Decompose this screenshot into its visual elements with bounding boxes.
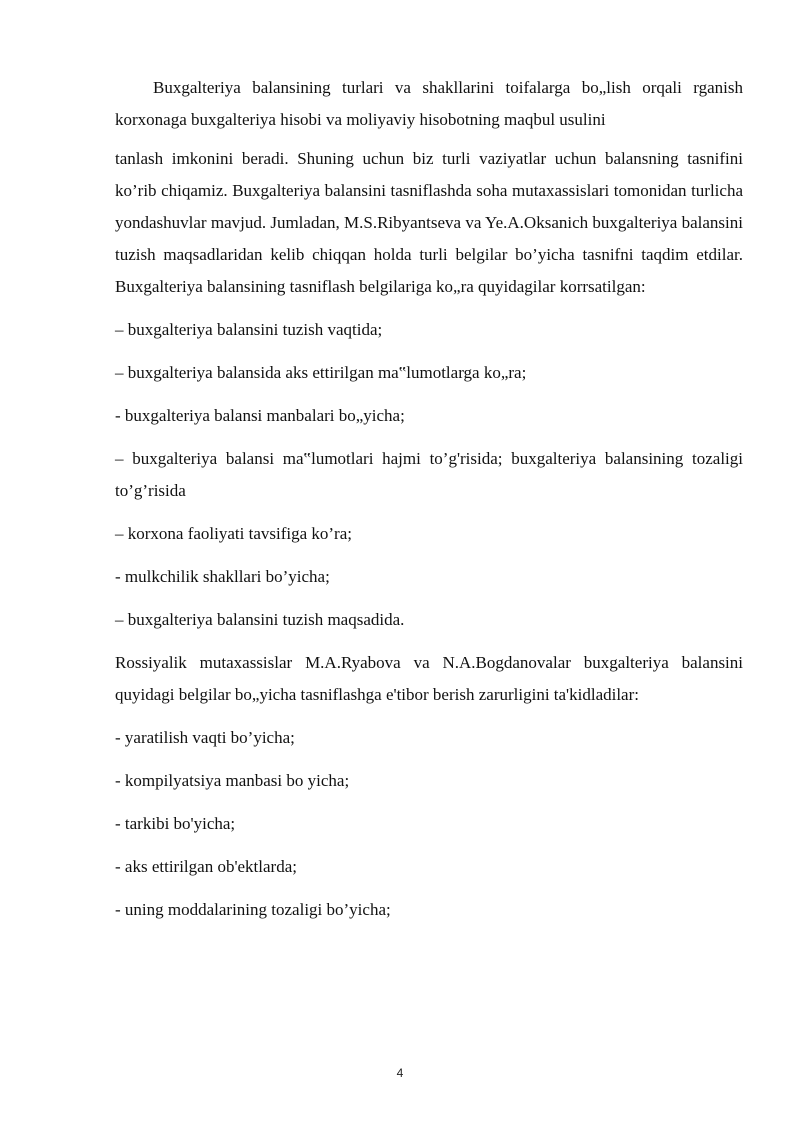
classification-list	[115, 314, 743, 636]
criteria-list	[115, 722, 743, 926]
list-item: - buxgalteriya balansi manbalari bo„yicha;	[115, 406, 405, 425]
intro-paragraph: Buxgalteriya balansining turlari va shakllarini toifalarga bo„lish orqali rganish korxonaga buxgalteriya hisobi va moliyaviy hisobotning maqbul usulini	[115, 78, 743, 129]
list-item: - aks ettirilgan ob'ektlarda;	[115, 857, 297, 876]
list-item: – buxgalteriya balansini tuzish maqsadida.	[115, 610, 405, 629]
list-item: – buxgalteriya balansini tuzish vaqtida;	[115, 320, 383, 339]
document-page	[115, 72, 743, 937]
list-item: – korxona faoliyati tavsifiga ko’ra;	[115, 524, 352, 543]
list-item: – buxgalteriya balansi ma‟lumotlari hajmi to’g'risida; buxgalteriya balansining tozaligi to’g’risida	[115, 449, 743, 500]
list-item: – buxgalteriya balansida aks ettirilgan ma‟lumotlarga ko„ra;	[115, 363, 527, 382]
russian-specialists-paragraph: Rossiyalik mutaxassislar M.A.Ryabova va N.A.Bogdanovalar buxgalteriya balansini quyidagi belgilar bo„yicha tasniflashga e'tibor berish zarurligini ta'kidladilar:	[115, 653, 743, 704]
list-item: - yaratilish vaqti bo’yicha;	[115, 728, 295, 747]
list-item: - mulkchilik shakllari bo’yicha;	[115, 567, 330, 586]
list-item: - kompilyatsiya manbasi bo yicha;	[115, 771, 350, 790]
classification-paragraph: tanlash imkonini beradi. Shuning uchun biz turli vaziyatlar uchun balansning tasnifini ko’rib chiqamiz. Buxgalteriya balansini tasniflashda soha mutaxassislari tomonidan turlicha yondashuvlar mavjud. Jumladan, M.S.Ribyantseva va Ye.A.Oksanich buxgalteriya balansini tuzish maqsadlaridan kelib chiqqan holda turli belgilar bo’yicha tasnifni taqdim etdilar. Buxgalteriya balansining tasniflash belgilariga ko„ra quyidagilar korrsatilgan:	[115, 149, 743, 296]
list-item: - tarkibi bo'yicha;	[115, 814, 236, 833]
page-number: 4	[396, 1066, 404, 1080]
list-item: - uning moddalarining tozaligi bo’yicha;	[115, 900, 391, 919]
